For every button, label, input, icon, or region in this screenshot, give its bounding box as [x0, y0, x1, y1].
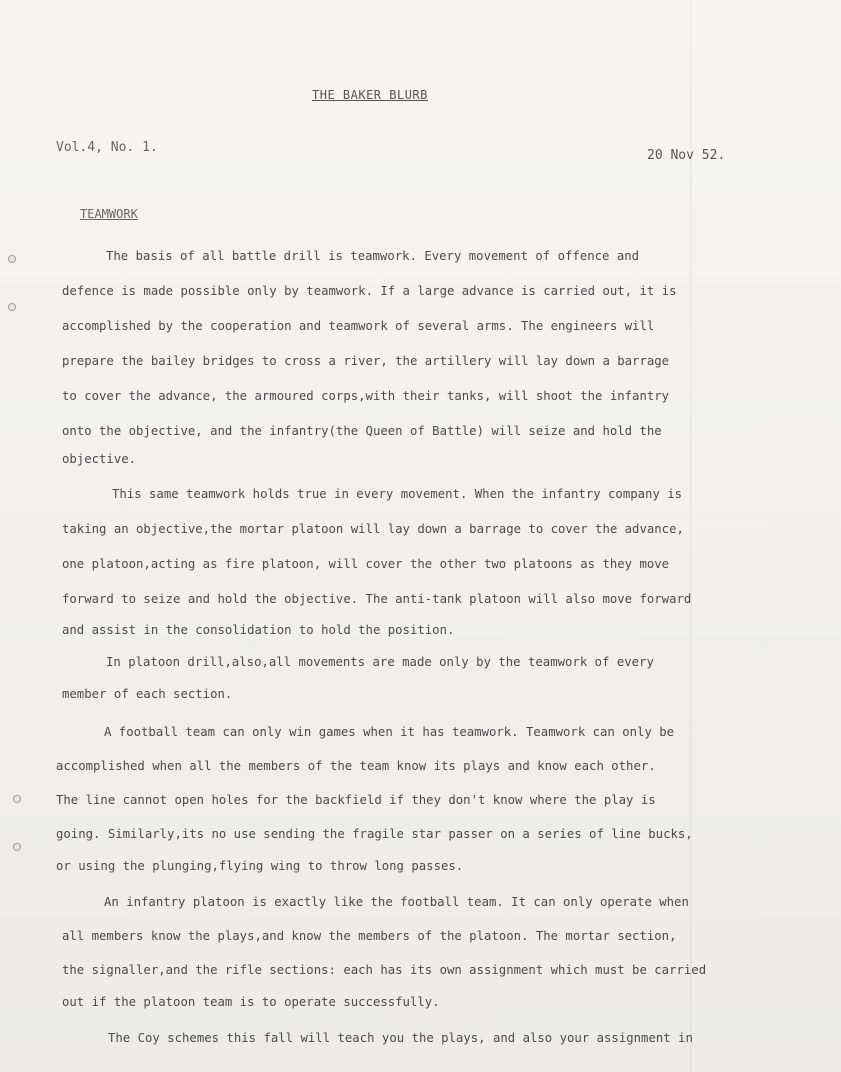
punch-hole-icon: [13, 795, 21, 803]
text-line: going. Similarly,its no use sending the fragile star passer on a series of line bucks,: [56, 827, 693, 841]
text-line: prepare the bailey bridges to cross a river, the artillery will lay down a barrage: [62, 354, 670, 368]
text-line: onto the objective, and the infantry(the Queen of Battle) will seize and hold the: [62, 424, 662, 438]
punch-hole-icon: [8, 303, 16, 311]
text-line: forward to seize and hold the objective. The anti-tank platoon will also move forward: [62, 592, 692, 606]
newsletter-title: THE BAKER BLURB: [312, 88, 428, 102]
issue-date: 20 Nov 52.: [647, 148, 726, 163]
text-line: accomplished when all the members of the team know its plays and know each other.: [56, 759, 656, 773]
text-line: This same teamwork holds true in every movement. When the infantry company is: [112, 487, 683, 501]
text-line: out if the platoon team is to operate successfully.: [62, 995, 440, 1009]
text-line: and assist in the consolidation to hold the position.: [62, 623, 455, 637]
text-line: member of each section.: [62, 687, 233, 701]
text-line: accomplished by the cooperation and teamwork of several arms. The engineers will: [62, 319, 655, 333]
text-line: or using the plunging,flying wing to throw long passes.: [56, 859, 464, 873]
text-line: A football team can only win games when it has teamwork. Teamwork can only be: [104, 725, 675, 739]
punch-hole-icon: [8, 255, 16, 263]
text-line: all members know the plays,and know the members of the platoon. The mortar section,: [62, 929, 677, 943]
text-line: the signaller,and the rifle sections: each has its own assignment which must be carried: [62, 963, 707, 977]
section-heading: TEAMWORK: [80, 207, 138, 221]
text-line: defence is made possible only by teamwork. If a large advance is carried out, it is: [62, 284, 677, 298]
punch-hole-icon: [13, 843, 21, 851]
text-line: The line cannot open holes for the backfield if they don't know where the play is: [56, 793, 656, 807]
text-line: to cover the advance, the armoured corps,with their tanks, will shoot the infantry: [62, 389, 670, 403]
text-line: The Coy schemes this fall will teach you the plays, and also your assignment in: [108, 1031, 693, 1045]
text-line: In platoon drill,also,all movements are made only by the teamwork of every: [106, 655, 654, 669]
text-line: objective.: [62, 452, 137, 466]
text-line: An infantry platoon is exactly like the football team. It can only operate when: [104, 895, 689, 909]
text-line: one platoon,acting as fire platoon, will cover the other two platoons as they move: [62, 557, 670, 571]
text-line: The basis of all battle drill is teamwork. Every movement of offence and: [106, 249, 640, 263]
volume-number: Vol.4, No. 1.: [56, 140, 158, 155]
text-line: taking an objective,the mortar platoon will lay down a barrage to cover the advance,: [62, 522, 684, 536]
